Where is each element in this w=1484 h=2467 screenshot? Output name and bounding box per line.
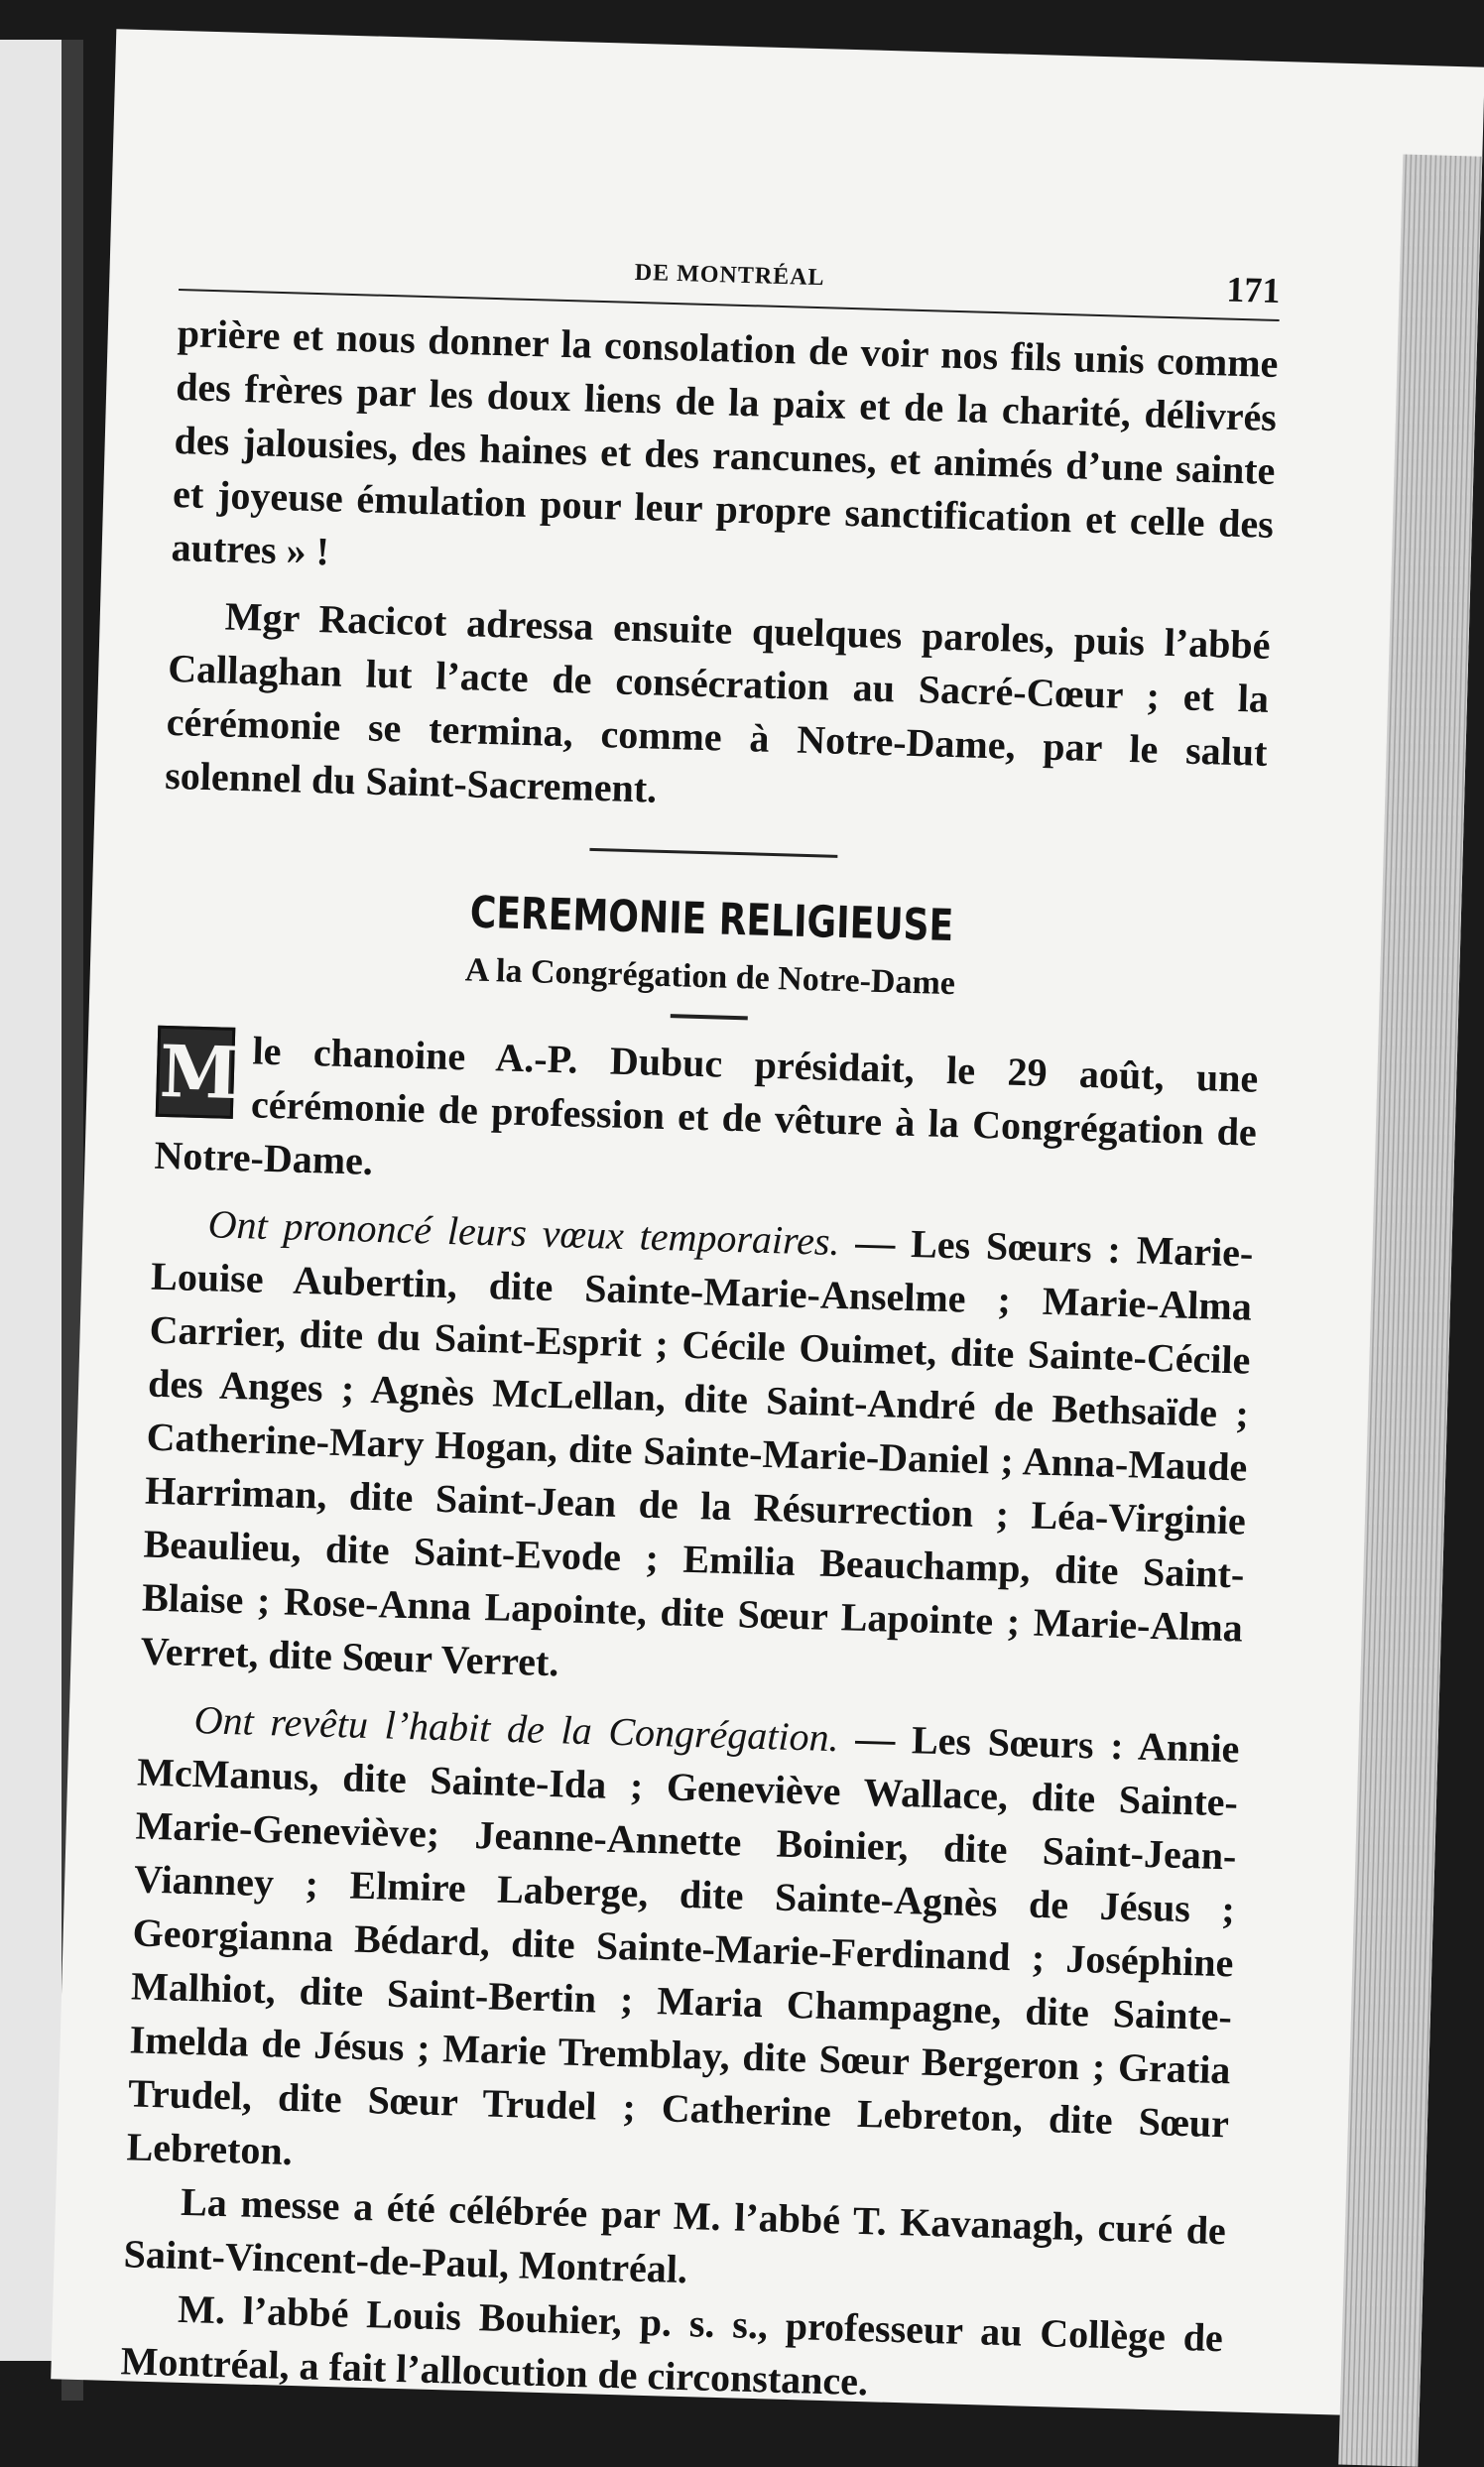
page-number: 171	[1225, 269, 1282, 311]
page-stack-edge	[1338, 154, 1482, 2466]
paragraph-vows	[140, 1196, 1254, 1709]
section-title: CEREMONIE RELIGIEUSE	[469, 887, 954, 952]
paragraph-mass: La messe a été célébrée par M. l’abbé T. Kavanagh, curé de Saint-Vincent-de-Paul, Montréal.	[123, 2178, 1227, 2292]
running-head	[179, 229, 1281, 321]
dropcap-letter: M	[156, 1026, 236, 1119]
paragraph-ceremony-end: Mgr Racicot adressa ensuite quelques paroles, puis l’abbé Callaghan lut l’acte de consécration au Sacré-Cœur ; et la cérémonie se termina, comme à Notre-Dame, par le salut solennel du Saint-Sacrement.	[164, 593, 1272, 811]
paragraph-profession	[154, 1022, 1259, 1213]
habit-text: — Les Sœurs : Annie McManus, dite Sainte-Ida ; Geneviève Wallace, dite Sainte-Marie-Geneviève; Jeanne-Annette Boinier, dite Saint-Jean-Vianney ; Elmire Laberge, dite Sainte-Agnès de Jésus ; Georgianna Bédard, dite Sainte-Marie-Ferdinand ; Joséphine Malhiot, dite Saint-Bertin ; Maria Champagne, dite Sainte-Imelda de Jésus ; Marie Tremblay, dite Sœur Bergeron ; Gratia Trudel, dite Sœur Trudel ; Catherine Lebreton, dite Sœur Lebreton.	[126, 1715, 1241, 2173]
book-page	[51, 29, 1484, 2417]
vows-lead: Ont prononcé leurs vœux temporaires.	[207, 1201, 841, 1265]
section-divider	[589, 848, 837, 858]
vows-text: — Les Sœurs : Marie-Louise Aubertin, dite Sainte-Marie-Anselme ; Marie-Alma Carrier, dite du Saint-Esprit ; Cécile Ouimet, dite Sainte-Cécile des Anges ; Agnès McLellan, dite Saint-André de Bethsaïde ; Catherine-Mary Hogan, dite Sainte-Marie-Daniel ; Anna-Maude Harriman, dite Saint-Jean de la Résurrection ; Léa-Virginie Beaulieu, dite Saint-Evode ; Emilia Beauchamp, dite Saint-Blaise ; Rose-Anna Lapointe, dite Sœur Lapointe ; Marie-Alma Verret, dite Sœur Verret.	[140, 1219, 1254, 1685]
subtitle-rule	[671, 1014, 748, 1020]
facing-page-edge	[0, 40, 67, 2361]
section-subtitle: A la Congrégation de Notre-Dame	[464, 951, 956, 1003]
paragraph-prayer: prière et nous donner la consolation de voir nos fils unis comme des frères par les doux liens de la paix et de la charité, délivrés des jalousies, des haines et des rancunes, et animés d’une sainte et joyeuse émulation pour leur propre sanctification et celle des autres » !	[171, 310, 1280, 574]
habit-lead: Ont revêtu l’habit de la Congrégation.	[193, 1697, 840, 1761]
paragraph-habit	[126, 1691, 1240, 2204]
page-content	[120, 229, 1281, 2418]
running-title: DE MONTRÉAL	[634, 259, 825, 292]
paragraph-allocution: M. l’abbé Louis Bouhier, p. s. s., professeur au Collège de Montréal, a fait l’allocution de circonstance.	[120, 2285, 1224, 2405]
paragraph-profession-text: le chanoine A.-P. Dubuc présidait, le 29 août, une cérémonie de profession et de vêture à la Congrégation de Notre-Dame.	[154, 1028, 1259, 1183]
